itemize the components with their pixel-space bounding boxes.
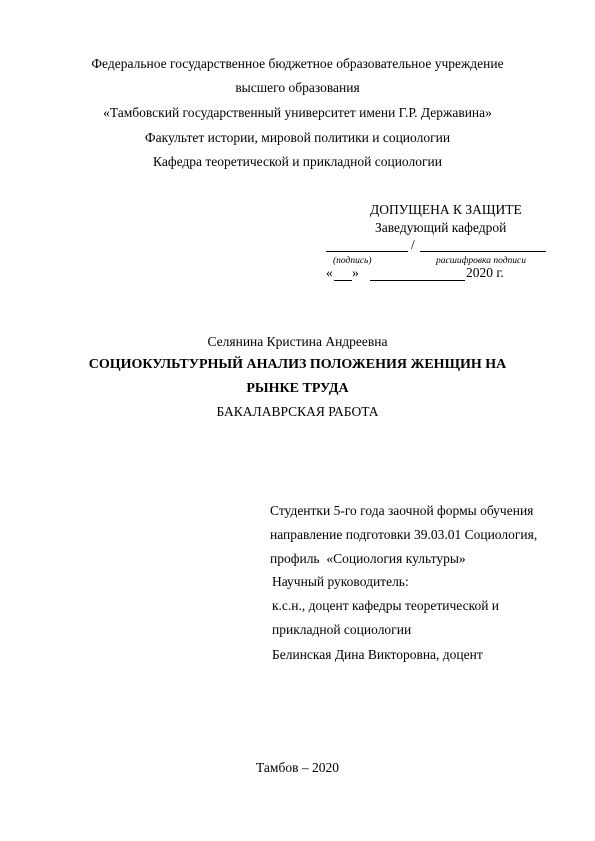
approval-role: Заведующий кафедрой <box>375 220 507 235</box>
signature-slash: / <box>411 237 415 252</box>
date-close-quote: » <box>352 265 359 280</box>
date-month-line <box>370 280 465 281</box>
city-year: Тамбов – 2020 <box>256 760 339 775</box>
work-title-line1: СОЦИОКУЛЬТУРНЫЙ АНАЛИЗ ПОЛОЖЕНИЯ ЖЕНЩИН НА <box>88 357 507 372</box>
faculty-name: Факультет истории, мировой политики и социологии <box>144 130 451 145</box>
work-title-line2: РЫНКЕ ТРУДА <box>246 381 349 396</box>
date-open-quote: « <box>326 265 333 280</box>
date-day-line <box>334 280 352 281</box>
supervisor-label: Научный руководитель: <box>272 574 409 589</box>
decode-caption: расшифровка подписи <box>436 256 526 266</box>
department-name: Кафедра теоретической и прикладной социологии <box>153 154 442 169</box>
supervisor-position-line2: прикладной социологии <box>272 622 412 637</box>
approval-title: ДОПУЩЕНА К ЗАЩИТЕ <box>370 202 522 217</box>
signature-decode-line <box>420 251 546 252</box>
institution-type: Федеральное государственное бюджетное образовательное учреждение <box>91 56 504 71</box>
student-course: Студентки 5-го года заочной формы обучения <box>270 503 534 518</box>
signature-caption: (подпись) <box>333 256 372 266</box>
work-type: БАКАЛАВРСКАЯ РАБОТА <box>216 404 379 419</box>
university-name: «Тамбовский государственный университет имени Г.Р. Державина» <box>103 105 492 120</box>
supervisor-name: Белинская Дина Викторовна, доцент <box>272 647 483 662</box>
supervisor-position-line1: к.с.н., доцент кафедры теоретической и <box>272 598 500 613</box>
date-year: 2020 г. <box>466 265 504 280</box>
education-level: высшего образования <box>235 80 360 95</box>
author-name: Селянина Кристина Андреевна <box>207 334 388 349</box>
signature-line <box>326 251 408 252</box>
student-direction: направление подготовки 39.03.01 Социология, <box>270 527 538 542</box>
student-profile: профиль «Социология культуры» <box>270 551 466 566</box>
